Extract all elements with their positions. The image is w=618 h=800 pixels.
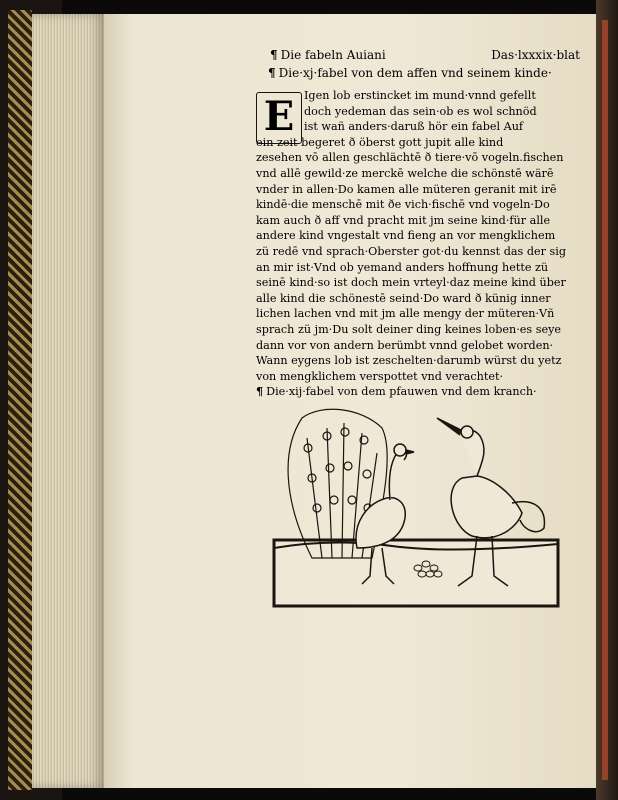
- body-line: alle kind die schönestē seind·Do ward ð künig inner: [256, 291, 551, 305]
- body-line: vnd allē gewild·ze merckē welche die schönstē wärē: [256, 166, 554, 180]
- fable-body: [256, 88, 582, 400]
- body-line: lichen lachen vnd mit jm alle mengy der müteren·Vñ: [256, 307, 555, 321]
- body-line: dann vor von andern berümbt vnnd gelobet worden·: [256, 338, 554, 352]
- body-line: seinē kind·so ist doch mein vrteyl·daz meine kind über: [256, 276, 566, 290]
- pilcrow-icon: ¶: [256, 384, 264, 399]
- body-line: ist wañ anders·daruß hör ein fabel Auf: [304, 120, 524, 134]
- woodcut-peacock-and-crane: [272, 408, 560, 608]
- body-line: kam auch ð aff vnd pracht mit jm seine kind·für alle: [256, 213, 551, 227]
- running-title: ¶ Die fabeln Auiani: [270, 48, 386, 62]
- gilt-decorative-border: [8, 10, 32, 790]
- body-line: andere kind vngestalt vnd fieng an vor mengklichem: [256, 229, 556, 243]
- body-line: zesehen vō allen geschlächtē ð tiere·vō vogeln.fischen: [256, 151, 564, 165]
- body-line: doch yedeman das sein·ob es wol schnöd: [304, 104, 537, 118]
- body-line: zü redē vnd sprach·Oberster got·du kennst das der sig: [256, 244, 566, 258]
- woodcut-ground-frame: [274, 540, 558, 606]
- bookmark-ribbon: [602, 20, 608, 780]
- page-header: [270, 48, 580, 66]
- body-line: Wann eygens lob ist zeschelten·darumb würst du yetz: [256, 354, 562, 368]
- page-edges: [32, 14, 104, 788]
- pilcrow-icon: ¶: [268, 66, 276, 80]
- fable-12-title: ¶ Die·xij·fabel von dem pfauwen vnd dem kranch·: [256, 384, 537, 399]
- body-line: an mir ist·Vnd ob yemand anders hoffnung hette zü: [256, 260, 549, 274]
- body-line: sprach zü jm·Du solt deiner ding keines loben·es seye: [256, 322, 562, 336]
- body-line: von mengklichem verspottet vnd verachtet·: [256, 369, 504, 383]
- body-line: vnder in allen·Do kamen alle müteren geranit mit irē: [256, 182, 557, 196]
- pilcrow-icon: ¶: [270, 48, 278, 62]
- body-line: ein zeit begeret ð öberst gott jupit alle kind: [256, 135, 504, 149]
- body-line: Igen lob erstincket im mund·vnnd gefellt: [304, 89, 536, 102]
- fable-11-title: ¶ Die·xj·fabel von dem affen vnd seinem kinde·: [268, 66, 552, 80]
- decorated-initial: E: [256, 92, 302, 144]
- book-cover-right: [596, 0, 618, 800]
- body-line: kindē·die menschē mit ðe vich·fischē vnd vogeln·Do: [256, 198, 550, 212]
- folio-number: Das·lxxxix·blat: [491, 48, 580, 62]
